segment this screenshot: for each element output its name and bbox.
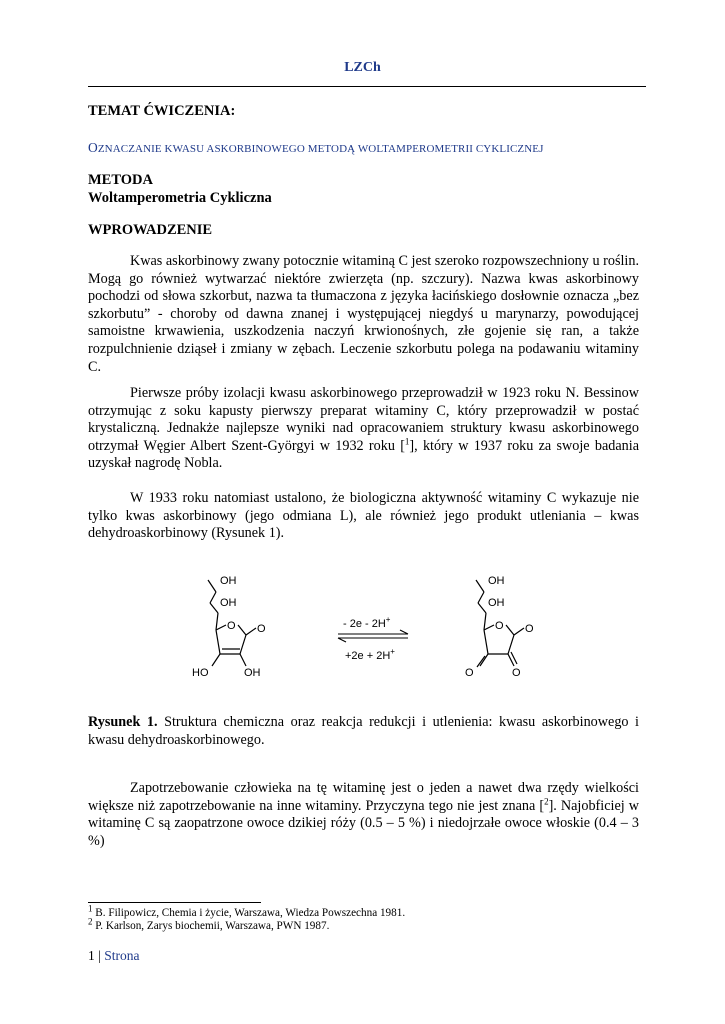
- dehydro-ring-o: O: [495, 620, 504, 632]
- acid-oh-1: OH: [220, 575, 237, 587]
- header-rule: [88, 86, 646, 87]
- footnote-ref-2[interactable]: 2: [544, 795, 549, 806]
- topic-initial: O: [88, 140, 98, 155]
- forward-label: - 2e - 2H+: [343, 615, 391, 630]
- intro-paragraph-1: [88, 253, 639, 376]
- caption-label: Rysunek 1.: [88, 714, 158, 730]
- intro-heading: WPROWADZENIE: [88, 222, 213, 238]
- requirements-paragraph: [88, 780, 639, 850]
- footer-separator: |: [94, 948, 105, 963]
- requirements-text: [88, 780, 639, 850]
- footnote-2-num: 2: [88, 916, 93, 927]
- intro-p2a: Pierwsze próby izolacji kwasu askorbinowego przeprowadził w 1923 roku N. Bessinow otrzymując z soku kapusty pierwszy preparat witaminy C, który przeprowadził w postać krystaliczną. Jednakże najlepsze wyniki nad opracowaniem struktury kwasu askorbinowego otrzymał Węgier Albert Szent-Györgyi w 1932 roku [: [88, 385, 639, 454]
- method-heading: METODA: [88, 172, 153, 188]
- topic-title: [88, 140, 543, 156]
- figure-caption: [88, 714, 639, 749]
- acid-ho: HO: [192, 667, 209, 679]
- intro-paragraph-2: [88, 385, 639, 473]
- intro-p1-text: Kwas askorbinowy zwany potocznie witaminą C jest szeroko rozpowszechniony u roślin. Mogą go również wytwarzać niektóre zwierzęta (np. szczury). Nazwa kwas askorbinowy pochodzi od słowa szkorbut, nazwa ta tłumaczona z języka łacińskiego dosłownie oznacza „bez szkorbutu” - choroby od dawna znanej i występującej niegdyś u marynarzy, powodującej samoistne krwawienia, uszkodzenia naczyń krwionośnych, złe gojenie się ran, a także rozpulchnienie dziąseł i zmiany w zębach. Leczenie szkorbutu polega na podawaniu witaminy C.: [88, 253, 639, 375]
- requirements-a: Zapotrzebowanie człowieka na tę witaminę jest o jeden a nawet dwa rzędy wielkości większe niż zapotrzebowanie na inne witaminy. Przyczyna tego nie jest znana [: [88, 780, 639, 814]
- dehydro-carbonyl-o: O: [525, 623, 534, 635]
- intro-p2b: ], który w 1937 roku za swoje badania uzyskał nagrodę Nobla.: [88, 437, 639, 472]
- acid-oh-2: OH: [220, 597, 237, 609]
- reaction-figure: [180, 568, 560, 688]
- reverse-label: +2e + 2H+: [345, 647, 395, 662]
- page-number: 1: [88, 948, 95, 963]
- header-title: LZCh: [344, 60, 381, 75]
- requirements-b: ]. Najobficiej w witaminę C są zaopatrzone owoce dzikiej róży (0.5 – 5 %) i niedojrzałe owoce włoskie (0.4 – 3 %): [88, 797, 639, 849]
- footnote-rule: [88, 902, 261, 903]
- topic-heading: TEMAT ĆWICZENIA:: [88, 103, 236, 119]
- page-footer: [88, 948, 139, 964]
- topic-rest: ZNACZANIE KWASU ASKORBINOWEGO METODĄ WOLTAMPEROMETRII CYKLICZNEJ: [97, 143, 544, 155]
- dehydro-oh-2: OH: [488, 597, 505, 609]
- intro-paragraph-3: [88, 490, 639, 543]
- intro-p3-text: W 1933 roku natomiast ustalono, że biologiczna aktywność witaminy C wykazuje nie tylko kwas askorbinowy (jego odmiana L), ale również jego produkt utleniania – kwas dehydroaskorbinowy (Rysunek 1).: [88, 490, 639, 542]
- footnote-1: [88, 903, 406, 920]
- footnotes: [88, 903, 406, 934]
- footer-label: Strona: [104, 948, 140, 963]
- intro-p2-text: [88, 385, 639, 473]
- caption-text: Struktura chemiczna oraz reakcja redukcji i utlenienia: kwasu askorbinowego i kwasu dehydroaskorbinowego.: [88, 714, 639, 748]
- acid-oh-3: OH: [244, 667, 261, 679]
- dehydro-keto-o-1: O: [465, 667, 474, 679]
- acid-carbonyl-o: O: [257, 623, 266, 635]
- footnote-2: [88, 916, 405, 933]
- footnote-1-text: B. Filipowicz, Chemia i życie, Warszawa, Wiedza Powszechna 1981.: [92, 907, 406, 919]
- dehydro-oh-1: OH: [488, 575, 505, 587]
- acid-ring-o: O: [227, 620, 236, 632]
- dehydro-keto-o-2: O: [512, 667, 521, 679]
- footnote-1-num: 1: [88, 903, 93, 914]
- footnote-2-text: P. Karlson, Zarys biochemii, Warszawa, PWN 1987.: [92, 920, 330, 933]
- method-name: Woltamperometria Cykliczna: [88, 190, 272, 206]
- footnote-ref-1[interactable]: 1: [404, 436, 410, 447]
- equilibrium-arrows: [338, 630, 408, 642]
